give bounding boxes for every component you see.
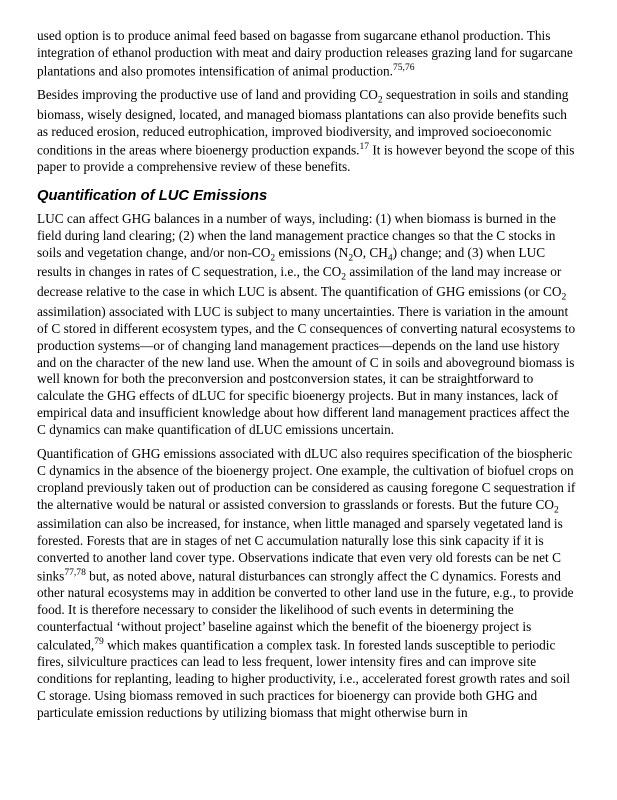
- paragraph-dluc-quantification-baseline: Quantification of GHG emissions associated with dLUC also requires specification of the biospheric C dynamics in the absence of the bioenergy project. One example, the cultivation of biofuel crops on cropland previously taken out of production can be considered as causing foregone C sequestration if the alternative would be natural or assisted conversion to grasslands or forests. But the future $CO_2$ assimilation can also be increased, for instance, when little managed and sparsely vegetated land is forested. Forests that are in stages of net C accumulation naturally lose this sink capacity if it is converted to another land cover type. Observations indicate that even very old forests can be net C sinks$^{77,78}$ but, as noted above, natural disturbances can strongly affect the C dynamics. Forests and other natural ecosystems may in addition be converted to other land use in the future, e.g., to provide food. It is therefore necessary to consider the likelihood of such events in determining the counterfactual ‘without project’ baseline against which the benefit of the bioenergy project is calculated,$^{79}$ which makes quantification a complex task. In forested lands susceptible to periodic fires, silviculture practices can lead to less frequent, lower intensity fires and can improve site conditions for replanting, leading to higher productivity, i.e., accelerated forest growth rates and soil C storage. Using biomass removed in such practices for bioenergy can provide both GHG and particulate emission reductions by utilizing biomass that might otherwise burn in: [37, 445, 576, 720]
- citation-reference: 79: [94, 635, 104, 647]
- paragraph-bagasse-animal-feed: used option is to produce animal feed based on bagasse from sugarcane ethanol production. This integration of ethanol production with meat and dairy production releases grazing land for sugarcane plantations and also promotes intensification of animal production.$^{75,76}$: [37, 28, 573, 79]
- chemical-subscript: 4: [387, 252, 393, 264]
- citation-reference: 75,76: [392, 61, 415, 73]
- paragraph-biomass-plantation-benefits: Besides improving the productive use of land and providing $CO_2$ sequestration in soils and standing biomass, wisely designed, located, and managed biomass plantations can also provide benefits such as reduced erosion, reduced eutrophication, improved biodiversity, and improved socioeconomic conditions in the areas where bioenergy production expands.$^{17}$ It is however beyond the scope of this paper to provide a comprehensive review of these benefits.: [37, 87, 575, 174]
- chemical-subscript: 2: [553, 504, 559, 516]
- chemical-subscript: 2: [377, 94, 383, 106]
- chemical-subscript: 2: [348, 252, 354, 264]
- citation-reference: 77,78: [64, 567, 86, 579]
- citation-reference: 17: [359, 140, 370, 152]
- paragraph-luc-ghg-balances: LUC can affect GHG balances in a number of ways, including: (1) when biomass is burned in the field during land clearing; (2) when the land management practice changes so that the C stocks in soils and vegetation change, and/or non-$CO_2$ emissions ($N_2O$, $CH_4$) change; and (3) when LUC results in changes in rates of C sequestration, i.e., the $CO_2$ assimilation of the land may increase or decrease relative to the case in which LUC is absent. The quantification of GHG emissions (or $CO_2$ assimilation) associated with LUC is subject to many uncertainties. There is variation in the amount of C stored in different ecosystem types, and the C consequences of converting natural ecosystems to production systems—or of changing land management practices—depends on the land use history and on the character of the new land use. When the amount of C in soils and aboveground biomass is well known for both the preconversion and postconversion states, it can be straightforward to calculate the GHG effects of dLUC for specific bioenergy projects. But in many instances, lack of empirical data and insufficient knowledge about how different land management practices affect the C dynamics can make quantification of dLUC emissions uncertain.: [37, 210, 576, 438]
- section-heading-quantification-of-luc-emissions: Quantification of LUC Emissions: [37, 187, 268, 204]
- chemical-subscript: 2: [341, 272, 347, 283]
- chemical-subscript: 2: [270, 252, 276, 264]
- chemical-subscript: 2: [561, 291, 567, 303]
